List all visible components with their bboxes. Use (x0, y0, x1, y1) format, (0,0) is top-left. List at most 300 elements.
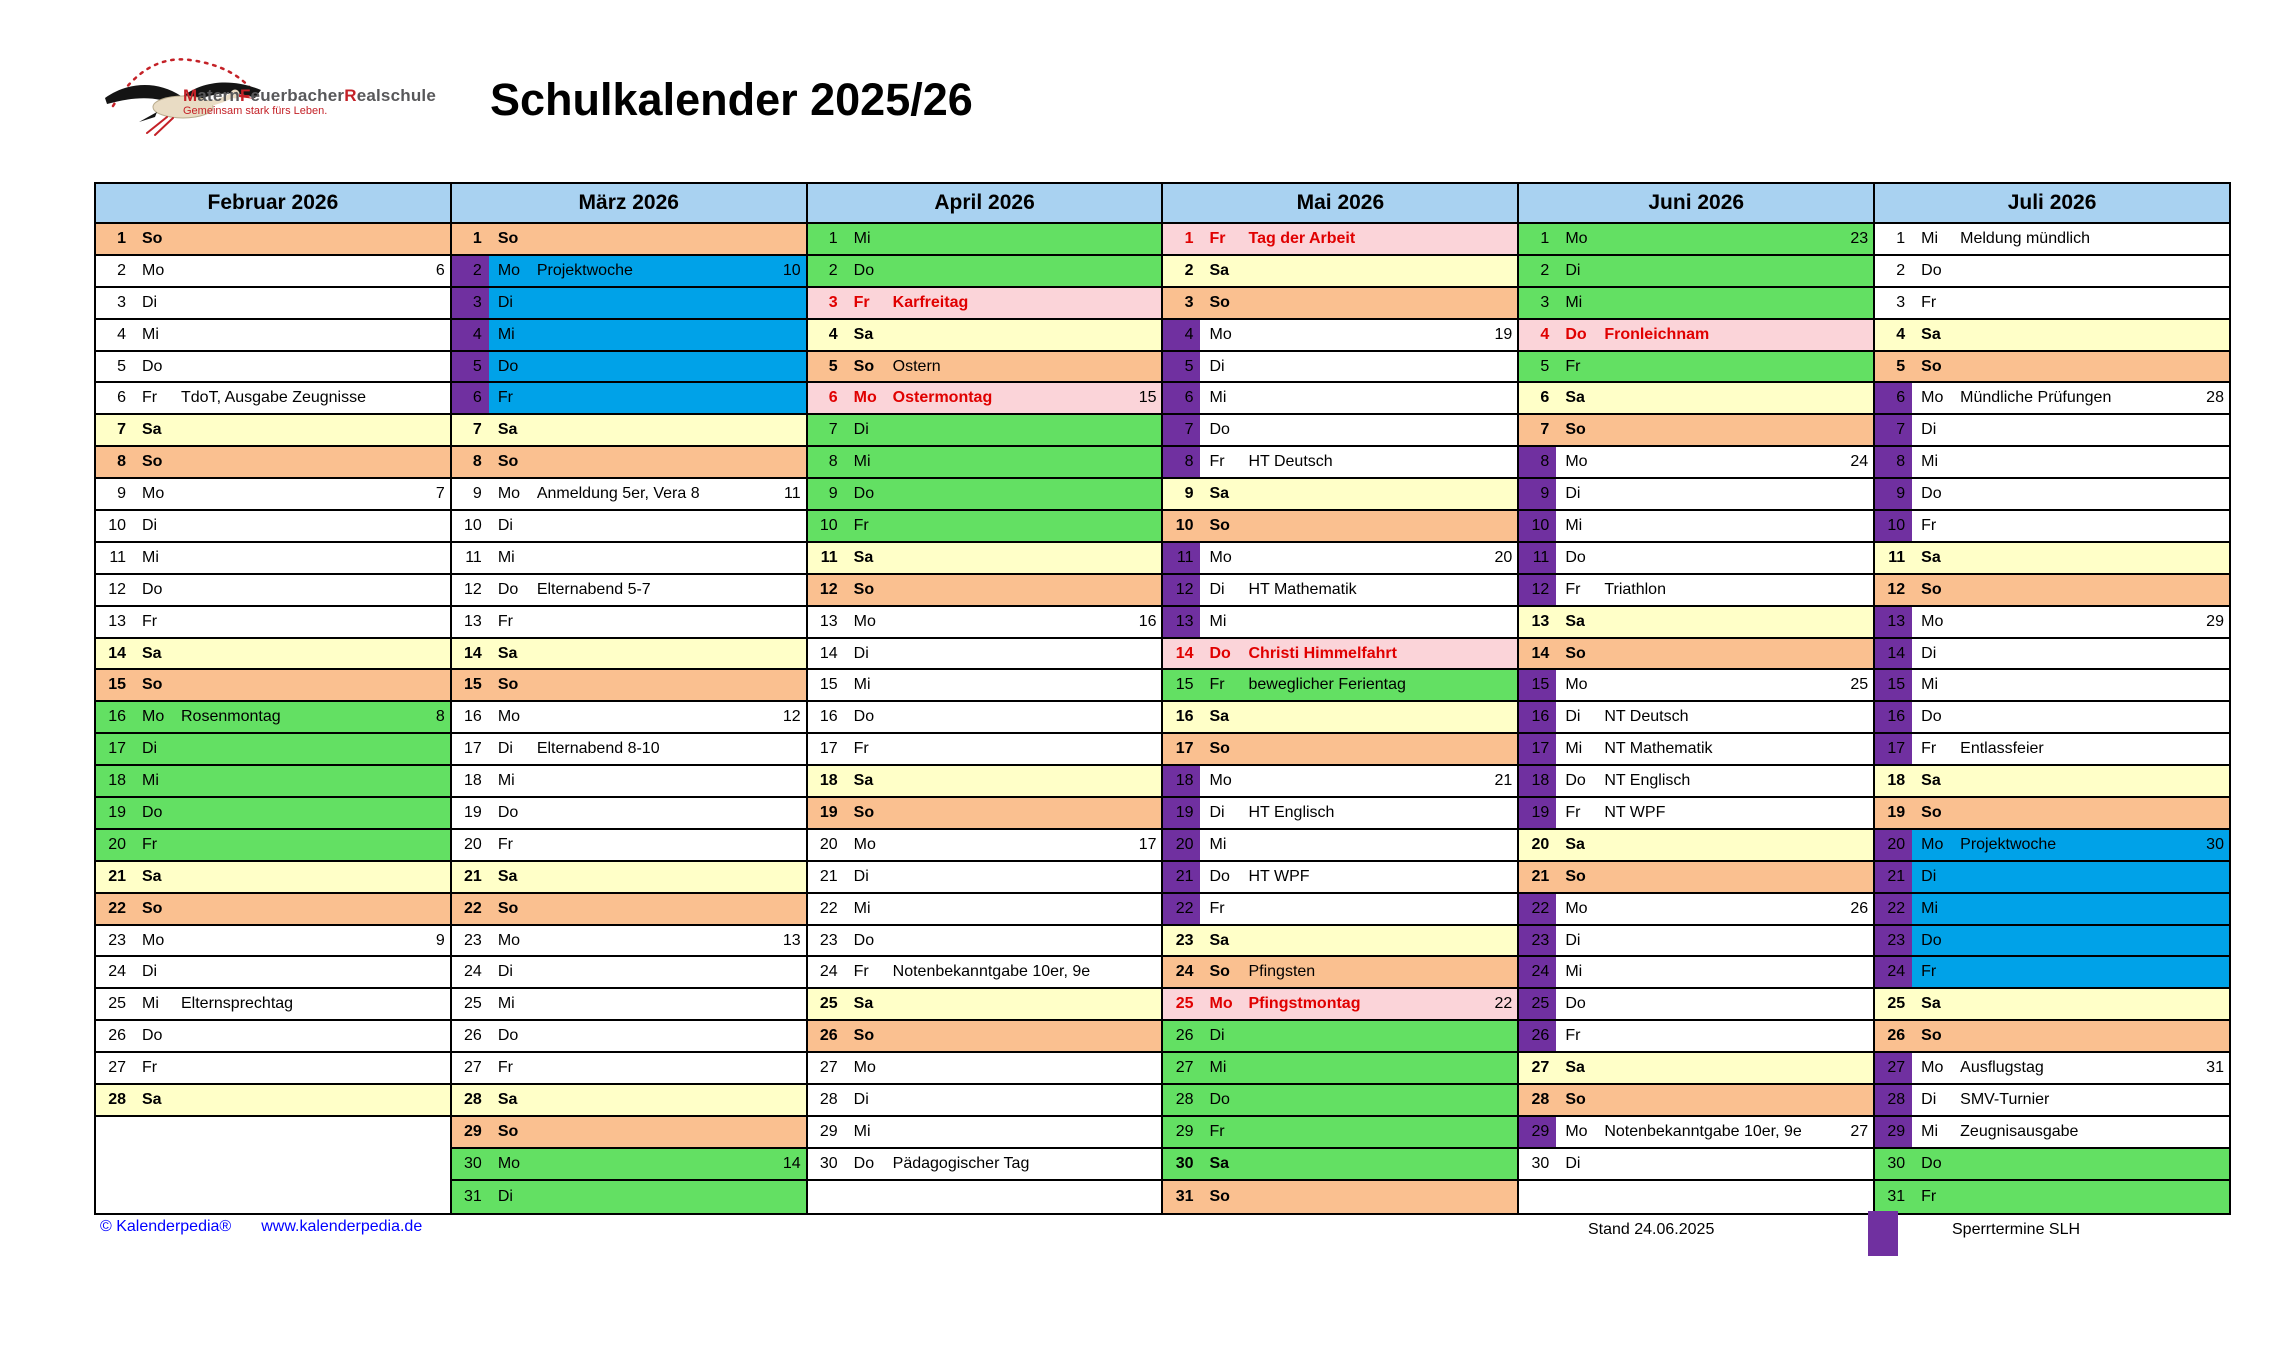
day-number: 19 (1163, 798, 1200, 828)
weekday-label: Mo (142, 708, 165, 726)
day-number: 9 (828, 485, 838, 503)
month-column (1517, 184, 1873, 1213)
school-name-initial: F (239, 86, 251, 105)
day-row (96, 670, 450, 702)
day-number: 4 (1540, 325, 1550, 343)
day-row (1519, 543, 1873, 575)
day-row (1519, 1117, 1873, 1149)
day-number: 3 (1896, 293, 1906, 311)
day-number: 18 (1887, 772, 1906, 790)
day-row (1163, 447, 1517, 479)
day-number: 7 (1875, 415, 1912, 445)
weekday-label: Mi (497, 995, 515, 1013)
weekday-label: Fr (497, 612, 513, 630)
weekday-label: Sa (1921, 995, 1941, 1013)
day-row (452, 1181, 806, 1213)
stand-date: Stand 24.06.2025 (1588, 1221, 1715, 1238)
weekday-label: Mi (1565, 740, 1583, 758)
day-row (1875, 989, 2229, 1021)
weekday-label: Mo (1565, 453, 1588, 471)
event-label: Rosenmontag (181, 708, 281, 726)
day-row (1163, 926, 1517, 958)
event-label: Ostermontag (892, 389, 993, 407)
day-row (1519, 1021, 1873, 1053)
event-label: Notenbekanntgabe 10er, 9e (1604, 1122, 1802, 1140)
day-number: 29 (1519, 1117, 1556, 1147)
weekday-label: Do (1565, 772, 1586, 790)
day-row (808, 670, 1162, 702)
day-row (96, 639, 450, 671)
weekday-label: So (142, 899, 163, 917)
day-number: 24 (464, 963, 482, 981)
day-number: 17 (1875, 734, 1912, 764)
day-number: 27 (819, 1059, 838, 1077)
day-number: 19 (1887, 803, 1906, 821)
event-label: Pfingstmontag (1248, 995, 1361, 1013)
day-number: 25 (464, 995, 482, 1013)
weekday-label: Sa (1921, 325, 1941, 343)
day-row (1519, 766, 1873, 798)
weekday-label: Mi (1209, 835, 1227, 853)
empty-cell (1519, 1181, 1873, 1213)
weekday-label: So (497, 229, 519, 247)
week-number: 28 (2206, 389, 2224, 407)
day-row (808, 383, 1162, 415)
weekday-label: Mi (1921, 899, 1939, 917)
weekday-label: Mi (853, 229, 871, 247)
kalenderpedia-link[interactable]: www.kalenderpedia.de (261, 1218, 423, 1235)
day-number: 15 (108, 676, 126, 694)
day-number: 28 (108, 1090, 126, 1108)
day-number: 21 (819, 867, 838, 885)
weekday-label: Di (1565, 708, 1581, 726)
weekday-label: Fr (1921, 516, 1937, 534)
weekday-label: Mi (142, 995, 159, 1013)
day-number: 8 (828, 453, 838, 471)
day-number: 1 (1184, 229, 1194, 247)
event-label: Projektwoche (1960, 835, 2057, 853)
school-name-initial: R (344, 86, 357, 105)
day-number: 1 (472, 229, 482, 247)
weekday-label: Fr (1209, 899, 1225, 917)
day-row (808, 1117, 1162, 1149)
weekday-label: Di (853, 1090, 869, 1108)
day-number: 23 (1875, 926, 1912, 956)
week-number: 26 (1850, 899, 1869, 917)
month-column (450, 184, 806, 1213)
day-number: 15 (1175, 676, 1194, 694)
weekday-label: Di (497, 963, 513, 981)
day-number: 2 (117, 261, 126, 279)
weekday-label: Sa (1209, 931, 1230, 949)
day-number: 13 (819, 612, 838, 630)
event-label: Triathlon (1604, 580, 1666, 598)
weekday-label: So (142, 229, 163, 247)
weekday-label: Mo (1921, 835, 1944, 853)
weekday-label: Do (497, 580, 519, 598)
weekday-label: Do (1209, 1090, 1230, 1108)
day-number: 20 (819, 835, 838, 853)
weekday-label: Sa (1565, 1059, 1585, 1077)
day-row (452, 415, 806, 447)
event-label: beweglicher Ferientag (1248, 676, 1406, 694)
weekday-label: So (1921, 580, 1942, 598)
calendar-table (94, 182, 2231, 1215)
day-row (96, 957, 450, 989)
day-number: 14 (464, 644, 482, 662)
event-label: TdoT, Ausgabe Zeugnisse (181, 389, 367, 407)
day-row (1163, 830, 1517, 862)
day-row (452, 575, 806, 607)
week-number: 16 (1138, 612, 1157, 630)
weekday-label: Di (1209, 357, 1225, 375)
day-number: 13 (1163, 607, 1200, 637)
day-number: 9 (1519, 479, 1556, 509)
weekday-label: Do (142, 580, 163, 598)
day-row (96, 830, 450, 862)
day-number: 29 (1875, 1117, 1912, 1147)
weekday-label: Do (853, 485, 875, 503)
day-row (96, 288, 450, 320)
day-number: 5 (452, 352, 489, 382)
weekday-label: So (1209, 293, 1230, 311)
day-row (1875, 447, 2229, 479)
day-number: 25 (1519, 989, 1556, 1019)
day-number: 11 (1519, 543, 1556, 573)
weekday-label: Di (1565, 931, 1581, 949)
weekday-label: Di (1921, 1090, 1937, 1108)
month-header: Juni 2026 (1519, 184, 1873, 224)
weekday-label: Sa (1209, 261, 1230, 279)
weekday-label: Sa (853, 325, 874, 343)
weekday-label: Sa (142, 644, 162, 662)
month-column (806, 184, 1162, 1213)
day-row (1875, 288, 2229, 320)
week-number: 23 (1850, 229, 1869, 247)
weekday-label: Mi (1209, 1059, 1227, 1077)
day-row (452, 766, 806, 798)
weekday-label: Do (497, 357, 519, 375)
day-number: 18 (1163, 766, 1200, 796)
day-row (1519, 288, 1873, 320)
weekday-label: Mo (142, 931, 165, 949)
day-row (1163, 1021, 1517, 1053)
day-number: 12 (1887, 580, 1906, 598)
day-row (1163, 224, 1517, 256)
day-row (452, 383, 806, 415)
day-row (808, 989, 1162, 1021)
day-row (1875, 894, 2229, 926)
event-label: NT Englisch (1604, 772, 1691, 790)
day-number: 18 (108, 772, 126, 790)
day-row (808, 511, 1162, 543)
week-number: 22 (1494, 995, 1513, 1013)
day-number: 15 (464, 676, 482, 694)
day-number: 29 (819, 1122, 838, 1140)
weekday-label: Do (1921, 931, 1942, 949)
weekday-label: Di (853, 644, 869, 662)
day-number: 3 (828, 293, 838, 311)
day-row (96, 734, 450, 766)
weekday-label: Fr (1209, 676, 1225, 694)
day-row (1875, 734, 2229, 766)
day-number: 28 (1175, 1090, 1194, 1108)
day-number: 30 (819, 1154, 838, 1172)
day-number: 6 (1875, 383, 1912, 413)
day-row (1875, 830, 2229, 862)
day-row (452, 256, 806, 288)
day-number: 4 (452, 320, 489, 350)
day-row (1163, 766, 1517, 798)
day-row (1519, 830, 1873, 862)
weekday-label: Di (1209, 580, 1225, 598)
weekday-label: Di (1209, 803, 1225, 821)
day-row (808, 766, 1162, 798)
weekday-label: Mo (1565, 899, 1588, 917)
weekday-label: Mi (853, 899, 871, 917)
weekday-label: Do (1921, 485, 1942, 503)
weekday-label: Mi (497, 548, 515, 566)
day-number: 15 (1875, 670, 1912, 700)
weekday-label: Do (142, 357, 163, 375)
day-row (452, 862, 806, 894)
weekday-label: Di (497, 1187, 513, 1205)
day-number: 17 (108, 740, 126, 758)
day-row (1875, 766, 2229, 798)
day-row (808, 1085, 1162, 1117)
weekday-label: Fr (853, 963, 869, 981)
day-row (452, 670, 806, 702)
weekday-label: Do (853, 261, 875, 279)
weekday-label: Do (142, 1027, 163, 1045)
day-number: 9 (1184, 485, 1194, 503)
event-label: Pädagogischer Tag (892, 1154, 1030, 1172)
event-label: Christi Himmelfahrt (1248, 644, 1397, 662)
day-row (452, 1085, 806, 1117)
day-number: 11 (1888, 548, 1906, 566)
weekday-label: Di (142, 516, 158, 534)
weekday-label: Sa (142, 1090, 162, 1108)
day-row (1875, 1149, 2229, 1181)
day-row (1519, 607, 1873, 639)
day-row (96, 415, 450, 447)
school-name-part: ealschule (356, 86, 436, 105)
day-row (1519, 862, 1873, 894)
day-row (96, 256, 450, 288)
weekday-label: Di (1921, 644, 1937, 662)
day-row (1163, 288, 1517, 320)
weekday-label: Do (853, 931, 875, 949)
day-number: 6 (1163, 383, 1200, 413)
weekday-label: Do (497, 1027, 519, 1045)
day-number: 31 (464, 1187, 482, 1205)
day-row (452, 1021, 806, 1053)
weekday-label: Do (1209, 867, 1230, 885)
day-row (1519, 798, 1873, 830)
day-number: 8 (472, 453, 482, 471)
day-row (1519, 479, 1873, 511)
month-column (1873, 184, 2229, 1213)
day-row (1163, 734, 1517, 766)
weekday-label: Fr (142, 612, 158, 630)
weekday-label: Do (1565, 995, 1586, 1013)
day-number: 10 (819, 516, 838, 534)
day-number: 18 (464, 772, 482, 790)
day-number: 11 (465, 548, 482, 566)
day-row (1163, 383, 1517, 415)
weekday-label: Mi (1921, 676, 1939, 694)
month-header: Februar 2026 (96, 184, 450, 224)
day-number: 21 (464, 867, 482, 885)
weekday-label: Mo (853, 1059, 876, 1077)
day-row (1875, 511, 2229, 543)
day-number: 5 (828, 357, 838, 375)
day-number: 9 (472, 485, 482, 503)
day-number: 1 (828, 229, 838, 247)
day-row (452, 1053, 806, 1085)
day-number: 18 (819, 772, 838, 790)
day-number: 15 (1519, 670, 1556, 700)
weekday-label: Fr (1565, 580, 1581, 598)
day-row (452, 447, 806, 479)
weekday-label: Mo (497, 708, 521, 726)
day-row (1163, 1117, 1517, 1149)
event-label: Notenbekanntgabe 10er, 9e (892, 963, 1091, 981)
day-row (452, 798, 806, 830)
day-row (452, 224, 806, 256)
day-row (1163, 607, 1517, 639)
day-number: 19 (108, 803, 126, 821)
day-row (808, 830, 1162, 862)
day-number: 3 (117, 293, 126, 311)
event-label: Elternabend 5-7 (536, 580, 651, 598)
day-row (1875, 1053, 2229, 1085)
day-number: 12 (1519, 575, 1556, 605)
weekday-label: Do (1921, 261, 1942, 279)
day-number: 22 (1875, 894, 1912, 924)
day-number: 29 (1175, 1122, 1194, 1140)
day-row (1163, 862, 1517, 894)
day-row (1519, 670, 1873, 702)
weekday-label: Do (853, 708, 875, 726)
day-row (1875, 320, 2229, 352)
weekday-label: Sa (142, 421, 162, 439)
week-number: 20 (1494, 548, 1513, 566)
day-number: 11 (1163, 543, 1200, 573)
weekday-label: Fr (1921, 1187, 1937, 1205)
month-header: April 2026 (808, 184, 1162, 224)
day-number: 5 (117, 357, 126, 375)
day-number: 23 (819, 931, 838, 949)
day-number: 29 (464, 1122, 482, 1140)
day-row (1875, 479, 2229, 511)
day-row (1163, 511, 1517, 543)
day-row (1163, 1181, 1517, 1213)
week-number: 19 (1494, 325, 1513, 343)
weekday-label: Mo (1921, 612, 1944, 630)
day-number: 7 (1163, 415, 1200, 445)
day-number: 21 (1875, 862, 1912, 892)
week-number: 21 (1494, 772, 1513, 790)
weekday-label: Fr (497, 389, 513, 407)
weekday-label: Mo (1565, 1122, 1588, 1140)
weekday-label: Di (1565, 1154, 1581, 1172)
day-row (1519, 734, 1873, 766)
day-number: 23 (464, 931, 482, 949)
day-number: 9 (117, 485, 126, 503)
day-number: 7 (472, 421, 482, 439)
weekday-label: Mo (1921, 389, 1944, 407)
day-row (1163, 352, 1517, 384)
weekday-label: Mo (1565, 229, 1588, 247)
day-number: 22 (108, 899, 126, 917)
day-row (1875, 957, 2229, 989)
day-row (1519, 447, 1873, 479)
weekday-label: So (1921, 803, 1942, 821)
weekday-label: Fr (1565, 1027, 1581, 1045)
day-number: 10 (108, 516, 126, 534)
weekday-label: Mo (853, 389, 877, 407)
weekday-label: So (853, 1027, 875, 1045)
day-row (96, 447, 450, 479)
day-number: 5 (1163, 352, 1200, 382)
day-row (1519, 894, 1873, 926)
day-number: 8 (1163, 447, 1200, 477)
weekday-label: Di (497, 293, 513, 311)
weekday-label: Do (1565, 325, 1587, 343)
event-label: NT Mathematik (1604, 740, 1713, 758)
event-label: Meldung mündlich (1960, 229, 2090, 247)
day-number: 6 (1540, 389, 1550, 407)
weekday-label: Sa (497, 867, 518, 885)
day-row (808, 957, 1162, 989)
day-row (1875, 224, 2229, 256)
day-number: 20 (1163, 830, 1200, 860)
week-number: 25 (1850, 676, 1869, 694)
event-label: Zeugnisausgabe (1960, 1122, 2079, 1140)
day-row (1519, 1053, 1873, 1085)
day-number: 14 (1875, 639, 1912, 669)
weekday-label: Mo (497, 261, 521, 279)
day-row (96, 862, 450, 894)
weekday-label: Sa (1209, 1154, 1230, 1172)
week-number: 10 (782, 261, 801, 279)
day-row (808, 543, 1162, 575)
day-row (808, 320, 1162, 352)
day-row (1875, 383, 2229, 415)
day-row (96, 543, 450, 575)
day-row (452, 830, 806, 862)
weekday-label: So (853, 803, 875, 821)
day-row (808, 734, 1162, 766)
day-number: 12 (819, 580, 838, 598)
weekday-label: Sa (1921, 548, 1941, 566)
day-number: 26 (1887, 1027, 1906, 1045)
day-number: 10 (1175, 516, 1194, 534)
weekday-label: Mi (142, 772, 159, 790)
day-row (452, 1149, 806, 1181)
weekday-label: Sa (497, 421, 518, 439)
week-number: 29 (2206, 612, 2224, 630)
day-number: 28 (819, 1090, 838, 1108)
day-number: 14 (819, 644, 838, 662)
weekday-label: Mi (142, 325, 159, 343)
weekday-label: So (497, 899, 519, 917)
day-number: 7 (1540, 421, 1550, 439)
weekday-label: So (1565, 421, 1586, 439)
event-label: Pfingsten (1248, 963, 1316, 981)
school-name (183, 86, 436, 106)
